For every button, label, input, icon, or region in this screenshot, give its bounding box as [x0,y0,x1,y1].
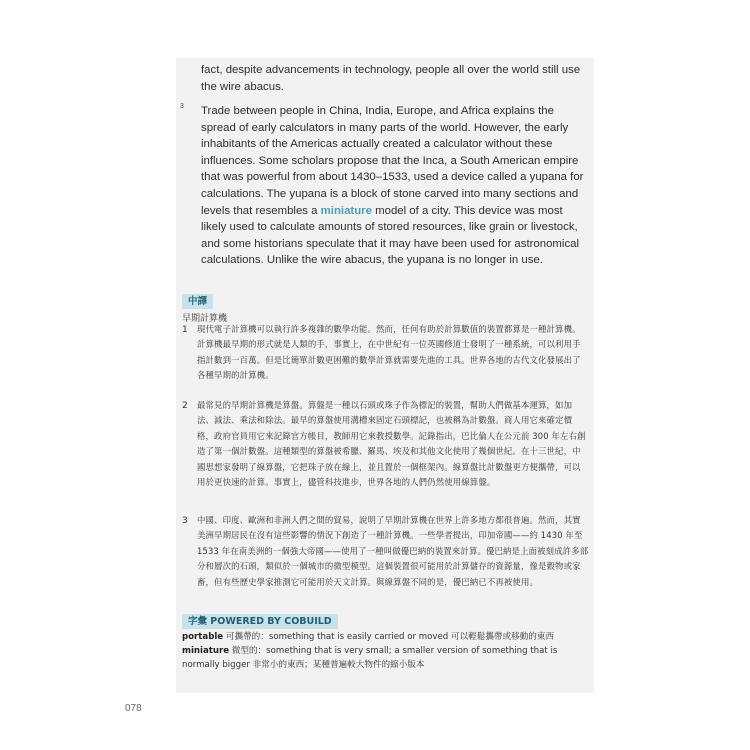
translation-paragraph: 中國、印度、歐洲和非洲人們之間的貿易，說明了早期計算機在世界上許多地方都很普遍。然而，其實美洲早期居民在沒有這些影響的情況下創造了一種計算機。一些學者提出，印加帝國——約 1430 年至 1533 年在南美洲的一個強大帝國——使用了一種叫做優巴納的裝置來計算。優巴納是上面被刻成許多部分和層次的石頭，類似於一個城市的微型模型。這個裝置很可能用於計算儲存的資源量，像是穀物或家畜，但有些歷史學家推測它可能用於天文計算。與線算盤不同的是，優巴納已不再被使用。 [197,515,589,587]
passage-paragraph-2-tail: fact, despite advancements in technology, people all over the world still use the wire abacus. [201,64,581,93]
translation-paragraph-number: 2 [182,401,188,411]
passage-paragraph-3 [201,103,589,269]
vocabulary-word: miniature [182,646,230,656]
translation-paragraph: 現代電子計算機可以執行許多複雜的數學功能。然而，任何有助於計算數值的裝置都算是一種計算機。計算機最早期的形式就是人類的手，事實上，在中世紀有一位英國修道士發明了一種系統，可以利用手指計數到一百萬。但是比簡單計數更困難的數學計算就需要先進的工具。世界各地的古代文化發展出了各種早期的計算機。 [197,324,581,381]
vocabulary-entry [182,644,592,672]
vocabulary-definition: 微型的：something that is very small; a smaller version of something that is normally bigger 非常小的東西；某種普遍較大物件的縮小版本 [182,646,558,670]
translation-paragraph-number: 3 [182,516,188,526]
passage-text: Trade between people in China, India, Europe, and Africa explains the spread of early calculators in many parts of the world. However, the early inhabitants of the Americas actually created a calculator without these influences. Some scholars propose that the Inca, a South American empire that was powerful from about 1430–1533, used a device called a yupana for calculations. The yupana is a block of stone carved into many sections and levels that resembles a [201,105,584,217]
translation-paragraph: 最常見的早期計算機是算盤。算盤是一種以石頭或珠子作為標記的裝置，幫助人們做基本運算，如加法、減法、乘法和除法。最早的算盤使用溝槽來固定石頭標記，也被稱為計數盤。商人用它來確定價格，政府官員用它來記錄官方帳目，教師用它來教授數學。記錄指出，巴比倫人在公元前 300 年左右創造了第一個計數盤。這種類型的算盤被希臘、羅馬、埃及和其他文化使用了幾個世紀。在十三世紀，中國思想家發明了線算盤，它把珠子放在線上，並且置於一個框架內。線算盤比計數盤更方便攜帶，可以用於更快速的計算。事實上，儘管科技進步，世界各地的人們仍然使用線算盤。 [197,400,586,488]
highlighted-vocabulary-word: miniature [320,204,372,217]
page-number: 078 [125,703,142,714]
paragraph-number-3: 3 [180,103,184,110]
vocabulary-entry [182,630,592,644]
translation-tag: 中譯 [182,294,213,309]
passage-text: model of a city. This device was most likely used to calculate amounts of stored resources, like grain or livestock, and some historians speculate that it may have been used for astronomical calculations. Unlike the wire abacus, the yupana is no longer in use. [201,204,579,267]
translation-title: 早期計算機 [182,314,228,324]
vocabulary-definition: 可攜帶的：something that is easily carried or moved 可以輕鬆攜帶或移動的東西 [223,632,555,642]
translation-paragraph-number: 1 [182,325,188,335]
vocabulary-word: portable [182,632,224,642]
vocabulary-tag: 字彙 POWERED BY COBUILD [182,614,338,629]
